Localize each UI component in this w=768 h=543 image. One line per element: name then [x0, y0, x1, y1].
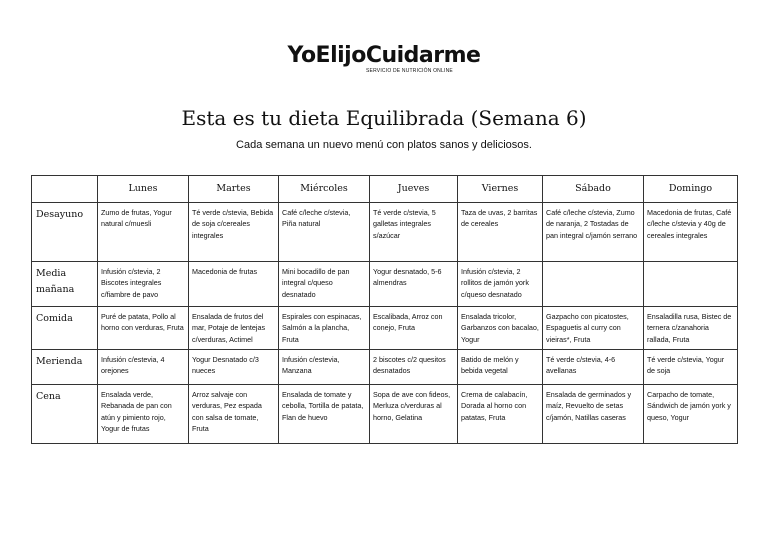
meal-row-merienda	[32, 350, 738, 385]
meal-row-media-manana	[32, 262, 738, 307]
meal-cell: Ensaladilla rusa, Bistec de ternera c/zanahoria rallada, Fruta	[644, 307, 738, 350]
corner-cell	[32, 176, 98, 203]
meal-cell: Carpacho de tomate, Sándwich de jamón york y queso, Yogur	[644, 385, 738, 444]
meal-cell: Escalibada, Arroz con conejo, Fruta	[370, 307, 458, 350]
meal-cell: Yogur desnatado, 5-6 almendras	[370, 262, 458, 307]
page-title: Esta es tu dieta Equilibrada (Semana 6)	[181, 106, 587, 130]
meal-cell: Té verde c/stevia, Yogur de soja	[644, 350, 738, 385]
meal-cell: Espirales con espinacas, Salmón a la plancha, Fruta	[279, 307, 370, 350]
meal-cell: Crema de calabacín, Dorada al horno con patatas, Fruta	[458, 385, 543, 444]
day-header-jueves: Jueves	[370, 176, 458, 203]
meal-cell: Café c/leche c/stevia, Piña natural	[279, 203, 370, 262]
meal-cell: Infusión c/stevia, 2 rollitos de jamón york c/queso desnatado	[458, 262, 543, 307]
meal-cell: Taza de uvas, 2 barritas de cereales	[458, 203, 543, 262]
meal-label: Comida	[32, 307, 98, 350]
meal-cell: Té verde c/stevia, 4-6 avellanas	[543, 350, 644, 385]
meal-cell: Batido de melón y bebida vegetal	[458, 350, 543, 385]
day-header-sabado: Sábado	[543, 176, 644, 203]
meal-cell: Arroz salvaje con verduras, Pez espada con salsa de tomate, Fruta	[189, 385, 279, 444]
meal-cell: Té verde c/stevia, 5 galletas integrales s/azúcar	[370, 203, 458, 262]
meal-row-cena	[32, 385, 738, 444]
day-header-viernes: Viernes	[458, 176, 543, 203]
brand-name: YoElijoCuidarme	[287, 43, 481, 68]
brand-tagline: SERVICIO DE NUTRICIÓN ONLINE	[366, 68, 453, 74]
day-header-lunes: Lunes	[98, 176, 189, 203]
meal-cell	[543, 262, 644, 307]
meal-cell: 2 biscotes c/2 quesitos desnatados	[370, 350, 458, 385]
meal-cell: Zumo de frutas, Yogur natural c/muesli	[98, 203, 189, 262]
meal-cell: Mini bocadillo de pan integral c/queso desnatado	[279, 262, 370, 307]
meal-cell: Ensalada de frutos del mar, Potaje de lentejas c/verduras, Actimel	[189, 307, 279, 350]
meal-cell: Macedonia de frutas, Café c/leche c/stevia y 40g de cereales integrales	[644, 203, 738, 262]
header-row	[32, 176, 738, 203]
brand-logo	[0, 43, 768, 74]
meal-cell: Macedonia de frutas	[189, 262, 279, 307]
meal-label: Desayuno	[32, 203, 98, 262]
meal-label: Merienda	[32, 350, 98, 385]
day-header-martes: Martes	[189, 176, 279, 203]
meal-row-comida	[32, 307, 738, 350]
meal-cell: Gazpacho con picatostes, Espaguetis al curry con vieiras*, Fruta	[543, 307, 644, 350]
meal-cell: Infusión c/estevia, 4 orejones	[98, 350, 189, 385]
meal-cell: Café c/leche c/stevia, Zumo de naranja, 2 Tostadas de pan integral c/jamón serrano	[543, 203, 644, 262]
meal-row-desayuno	[32, 203, 738, 262]
day-header-domingo: Domingo	[644, 176, 738, 203]
meal-cell: Ensalada de tomate y cebolla, Tortilla de patata, Flan de huevo	[279, 385, 370, 444]
diet-table	[31, 175, 738, 444]
meal-label: Media mañana	[32, 262, 98, 307]
meal-cell	[644, 262, 738, 307]
meal-cell: Infusión c/estevia, Manzana	[279, 350, 370, 385]
meal-cell: Ensalada tricolor, Garbanzos con bacalao, Yogur	[458, 307, 543, 350]
page-subtitle: Cada semana un nuevo menú con platos sanos y deliciosos.	[236, 139, 532, 151]
meal-cell: Yogur Desnatado c/3 nueces	[189, 350, 279, 385]
meal-cell: Infusión c/stevia, 2 Biscotes integrales c/fiambre de pavo	[98, 262, 189, 307]
day-header-miercoles: Miércoles	[279, 176, 370, 203]
meal-cell: Té verde c/stevia, Bebida de soja c/cereales integrales	[189, 203, 279, 262]
meal-cell: Ensalada de germinados y maíz, Revuelto de setas c/jamón, Natillas caseras	[543, 385, 644, 444]
meal-cell: Sopa de ave con fideos, Merluza c/verduras al horno, Gelatina	[370, 385, 458, 444]
meal-cell: Ensalada verde, Rebanada de pan con atún y pimiento rojo, Yogur de frutas	[98, 385, 189, 444]
meal-label: Cena	[32, 385, 98, 444]
meal-cell: Puré de patata, Pollo al horno con verduras, Fruta	[98, 307, 189, 350]
